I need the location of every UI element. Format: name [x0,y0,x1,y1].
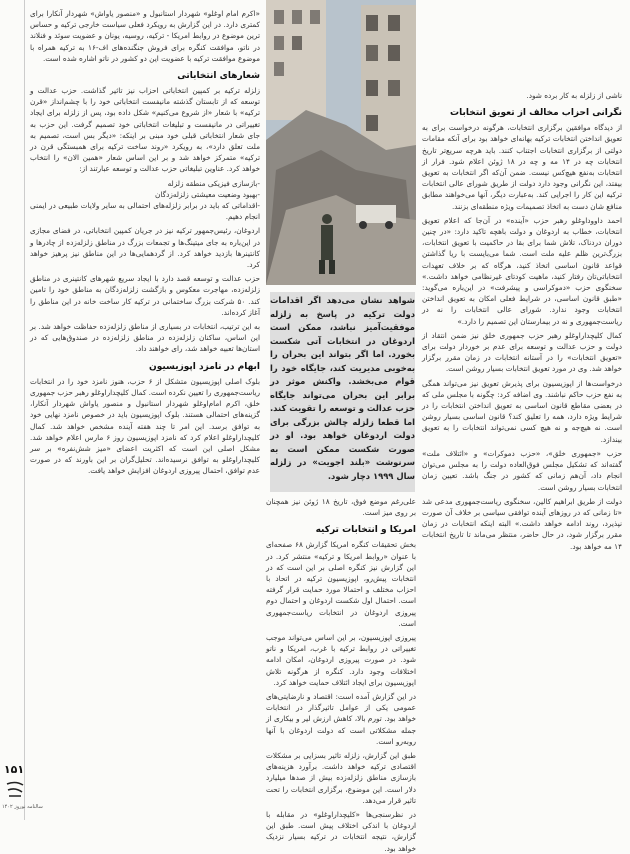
paragraph: حزب «جمهوری خلق»، «حزب دموکرات» و «ائتلاف ملت» گفته‌اند که تشکیل مجلس فوق‌العاده دولت را به مجلس می‌توان انجام داد، آن‌هم زمانی که کشور در جنگ باشد. تعیین زمان انتخابات بسیار روشن است. [422,448,622,492]
magazine-logo [4,780,26,800]
rubble-image [266,0,416,285]
paragraph: در این گزارش آمده است: اقتصاد و نارضایتی‌های عمومی یکی از عوامل تاثیرگذار در انتخابات خواهد بود. تورم بالا، کاهش ارزش لیر و بیکاری از جمله مشکلاتی است که دولت اردوغان با آنها روبه‌رو است. [266,692,416,746]
paragraph: در نظرسنجی‌ها «کلیچداراوغلو» در مقابله با اردوغان با اندکی اختلاف پیش است. طبق این گزارش، نتیجه انتخابات در ترکیه بسیار نزدیک خواهد بود. [266,810,416,853]
page-margin [0,0,25,820]
paragraph: اردوغان، رئیس‌جمهور ترکیه نیز در جریان کمپین انتخاباتی، در فضای مجازی در این‌باره به جای میتینگ‌ها و تجمعات بزرگ در مناطق زلزله‌زده از چادرها و کانتینرها بازدید خواهد کرد. از گردهمایی‌ها در این مناطق نیز پرهیز خواهد کرد. [30,226,260,270]
paragraph: از دیدگاه موافقین برگزاری انتخابات، هرگونه درخواست برای به تعویق انداختن انتخابات ترکیه بهانه‌ای خواهد بود برای آنکه مقامات دولتی از برگزاری انتخابات اجتناب کنند. باید هرچه سریع‌تر تاریخ انتخابات چه در ۱۴ مه و چه در ۱۸ ژوئن اعلام شود. فرار از انتخابات به‌نفع هیچ‌کس نیست. ضمن آن‌که اگر انتخابات به تعویق بیفتد، این نگرانی وجود دارد دولت از طریق شورای عالی انتخابات ترکیه این کار را اجرایی کند. به‌عبارت دیگر، آنها می‌خواهند مطابق منافع شان دست به اتخاذ تصمیمات ویژه منطقه‌ای بزنند. [422,123,622,211]
list-item: -بهبود وضعیت معیشتی زلزله‌زدگان [155,189,260,199]
page-number: ۱۵۱ [3,763,25,776]
paragraph: ناشی از زلزله به کار برده شود. [526,91,622,100]
paragraph: بخش تحقیقات کنگره امریکا گزارش ۶۸ صفحه‌ای با عنوان «روابط امریکا و ترکیه» منتشر کرد. در این گزارش نیز کنگره اصلی بر این است که در انتخابات پیش‌رو، اپوزیسیون ترکیه در اتحاد با احزاب مختلف و احتمالا مورد حمایت قرار گرفته است. احتمال اول شکست اردوغان و احتمال دوم پیروزی اردوغان در انتخابات ریاست‌جمهوری است. [266,540,416,628]
article-column-left [30,8,260,816]
paragraph: درخواست‌ها از اپوزیسیون برای پذیرش تعویق نیز می‌تواند همگی به نفع حزب حاکم نباشند. وی اضافه کرد: چگونه با مجلس ملی که در بعضی مقاطع قانون اساسی به تعویق انداختن انتخابات را در شرایط ویژه دارد، همه را تعلیق کند؟ قانون اساسی بسیار روشن است. نه هیچ‌جه و نه هیچ کسی نمی‌تواند انتخابات را به تعویق بیندازد. [422,378,622,444]
paragraph: زلزله ترکیه بر کمپین انتخاباتی احزاب نیز تاثیر گذاشت. حزب عدالت و توسعه که از تابستان گذشته مانیفست انتخاباتی خود را با چشم‌انداز «قرن ترکیه» با شعار «از شروع می‌کنیم» شکل داده بود، پس از زلزله برای ایجاد تغییراتی در مانیفست و تبلیغات انتخاباتی خود تصمیم گرفت. این حزب به جای شعار انتخاباتی قبلی خود مبنی بر اینکه: «دیگر بس است، تصمیم به ملت تعلق دارد»، به رویکرد «روند ساخت ترکیه برای همبستگی قرن در ترکیه» متمرکز خواهد شد و بر این اساس شعار «همین الان» را انتخاب خواهد کرد. عناوین تبلیغاتی حزب عدالت و توسعه عبارتند از: [30,86,260,174]
paragraph: «اکرم امام اوغلو» شهردار استانبول و «منصور یاواش» شهردار آنکارا برای کمتری دارد. در این گزارش به رویکرد فعلی سیاست خارجی ترکیه و حساس ترین موضوع در روابط امریکا - ترکیه، روسیه، یونان و عضویت سوئد و فنلاند در ناتو، موافقت کنگره برای فروش جنگنده‌های اف-۱۶ به ترکیه همراه با موضوع موافقت ترکیه با عضویت این دو کشور در ناتو اشاره شده است. [30,9,260,63]
paragraph: به این ترتیب، انتخابات در بسیاری از مناطق زلزله‌زده حفاظت خواهد شد. بر این اساس، ساکنان زلزله‌زده در مناطق زلزله‌زده در صندوق‌هایی که در استان‌ها تعبیه خواهد شد، رای خواهند داد. [30,322,260,354]
list-item: -اقداماتی که باید در برابر زلزله‌های احتمالی به سایر ولایات طبیعی در ایمنی انجام دهیم. [30,201,260,222]
article-column-right [422,90,622,816]
paragraph: بلوک اصلی اپوزیسیون متشکل از ۶ حزب، هنوز نامزد خود را در انتخابات ریاست‌جمهوری را تعیین نکرده است. کمال کلیچداراوغلو رهبر حزب جمهوری خلق، اکرم امام‌اوغلو شهردار استانبول و منصور یاواش شهردار آنکارا، گزینه‌های احتمالی هستند. بلوک اپوزیسیون باید در خصوص نامزد نهایی خود به توافق برسد. این امر تا چند هفته آینده مشخص خواهد شد. کمال کلیچداراوغلو اعلام کرد که نامزد اپوزیسیون روز ۶ مارس اعلام خواهد شد. مشکل اصلی این است که اکثریت اعضای «میز شش‌نفره» بر سر کلیچداراوغلو به توافق نرسیده‌اند. تحلیل‌گران بر این باورند که در صورت عدم توافق، احتمال پیروزی اردوغان افزایش خواهد یافت. [30,376,261,476]
section-heading: امریکا و انتخابات ترکیه [315,525,416,536]
section-heading: نگرانی احزاب مخالف از تعویق انتخابات [450,108,622,119]
paragraph: کمال کلیچداراوغلو رهبر حزب جمهوری خلق نیز ضمن انتقاد از دولت و حزب عدالت و توسعه برای عدم بر خوردار دولت برای «تعویق انتخابات» را در آستانه انتخابات در زمان مقرر برگزار خواهد شد. وی در مورد تعویق انتخابات بسیار روشن است. [422,330,622,374]
section-heading: شعارهای انتخاباتی [177,71,260,82]
paragraph: طبق این گزارش، زلزله تاثیر بسزایی بر مشکلات اقتصادی ترکیه خواهد داشت. برآورد هزینه‌های بازسازی مناطق زلزله‌زده بیش از صدها میلیارد دلار است. این موضوع، برگزاری انتخابات را تحت تاثیر قرار می‌دهد. [266,751,416,805]
list-item: -بازسازی فیزیکی منطقه زلزله [167,178,260,188]
article-column-middle [266,496,416,853]
bullet-list [30,178,260,223]
photo-caption: علی‌رغم موضع فوق، تاریخ ۱۸ ژوئن نیز همچنان بر روی میز است. [266,497,416,518]
section-heading: ابهام در نامزد اپوزیسیون [149,361,260,372]
issue-label: سالنامه نوروز ۱۴۰۲ [2,804,43,810]
paragraph: پیروزی اپوزیسیون، بر این اساس می‌تواند موجب تغییراتی در روابط ترکیه با غرب، امریکا و ناتو شود. در صورت پیروزی اردوغان، امکان ادامه اختلافات وجود دارد. کنگره از هرگونه تلاش اپوزیسیون برای ایجاد ائتلاف حمایت خواهد کرد. [266,633,416,687]
earthquake-photo [266,0,416,285]
paragraph: دولت از طریق ابراهیم کالین، سخنگوی ریاست‌جمهوری مدعی شد «تا زمانی که در روزهای آینده توافقی سیاسی بر خلاف آن صورت نپذیرد، روند ادامه خواهد داشت.» البته اینکه انتخابات در زمان مقرر برگزار شود، در حال حاضر، منتظر می‌ماند تا تاریخ انتخابات ۱۴ مه خواهد بود. [422,496,622,551]
paragraph: حزب عدالت و توسعه قصد دارد با ایجاد سریع شهرهای کانتینری در مناطق زلزله‌زده، مهاجرت معکوس و بازگشت زلزله‌زدگان به مناطق خود را تامین کند. ۵۰ شرکت بزرگ ساختمانی در ترکیه کار ساخت خانه در این مناطق را آغاز کرده‌اند. [30,274,260,317]
pull-quote: شواهد نشان می‌دهد اگر اقدامات دولت ترکیه در پاسخ به زلزله موفقیت‌آمیز نباشد، ممکن است اردوغان در انتخابات آتی شکست بخورد. اما اگر بتواند این بحران را به‌خوبی مدیریت کند، جایگاه خود را قوام می‌بخشد. واکنش موثر در برابر این بحران می‌تواند جایگاه حزب عدالت و توسعه را تقویت کند. اما قطعا زلزله چالش بزرگی برای دولت اردوغان خواهد بود. او در صورت شکست ممکن است به سرنوشت «بلند اجویت» در زلزله سال ۱۹۹۹ دچار شود. [270,292,415,492]
paragraph: احمد داووداوغلو رهبر حزب «آینده» در آن‌جا که اعلام تعویق انتخابات، خطاب به اردوغان و دولت باهچه تاکید دارد: «در چنین دوران دردناک، تلاش شما برای بقا در حاکمیت با تعویق انتخابات، بزرگ‌ترین ظلم علیه ملت است. شما می‌بایست با ریا گذاشتن قواعد قانون اساسی اتخاذ کنید، هرگاه که بر خلاف تعهدات انتخاباتی‌تان رفتار کنید، ماهیت کودتای غیرنظامی خواهد داشت.» سخنگوی حزب «دموکراسی و پیشرفت» در این‌باره می‌گوید: «طبق قانون اساسی، در شرایط فعلی امکان به تعویق انداختن انتخابات وجود ندارد. شورای عالی انتخابات را نه در ریاست‌جمهوری و نه در بیمارستان این تصمیم را دارد.» [422,215,622,326]
